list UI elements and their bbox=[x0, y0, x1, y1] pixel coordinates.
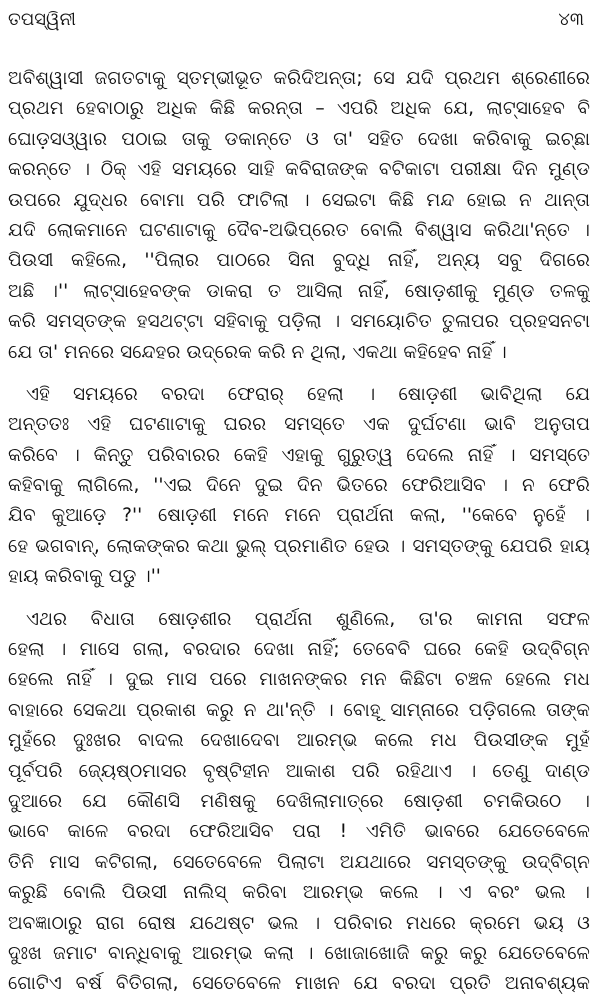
text-line: ଏଥର ବିଧାତା ଷୋଡ଼ଶୀର ପ୍ରାର୍ଥନା ଶୁଣିଲେ, ତା'ର କାମନା ସଫଳ bbox=[26, 608, 590, 630]
text-line: ପୂର୍ବପରି ଜ୍ୟେଷ୍ଠମାସର ବୃଷ୍ଟିହୀନ ଆକାଶ ପରି ରହିଥାଏ । ତେଣୁ ଦାଣ୍ଡ bbox=[8, 760, 590, 782]
paragraph-1 bbox=[8, 64, 590, 368]
paragraph-2 bbox=[8, 380, 590, 593]
text-line: ଗୋଟିଏ ବର୍ଷ ବିତିଗଲା, ସେତେବେଳେ ମାଖନ ଯେ ବରଦା ପ୍ରତି ଅନାବଶ୍ୟକ bbox=[8, 973, 590, 995]
text-line: ହେ ଭଗବାନ୍, ଲୋକଙ୍କର କଥା ଭୁଲ୍ ପ୍ରମାଣିତ ହେଉ । ସମସ୍ତଙ୍କୁ ଯେପରି ହାୟ bbox=[8, 535, 590, 557]
book-title: ତପସ୍ୱିନୀ bbox=[8, 9, 76, 30]
text-line: କହିବାକୁ ଲାଗିଲେ, ''ଏଇ ଦିନେ ଦୁଇ ଦିନ ଭିତରେ ଫେରିଆସିବ । ନ ଫେରି bbox=[8, 475, 590, 497]
running-header bbox=[8, 8, 590, 38]
text-line: ଦୁଆରେ ଯେ କୌଣସି ମଣିଷକୁ ଦେଖିଲାମାତ୍ରେ ଷୋଡ଼ଶୀ ଚମକିଉଠେ । bbox=[8, 790, 590, 812]
paragraph-3 bbox=[8, 605, 590, 1000]
text-line: ବାହାରେ ସେକଥା ପ୍ରକାଶ କରୁ ନ ଥା'ନ୍ତି । ବୋହୂ ସାମ୍ନାରେ ପଡ଼ିଗଲେ ତାଙ୍କ bbox=[8, 699, 590, 721]
text-line: କରି ସମସ୍ତଙ୍କ ହସଥଟ୍ଟା ସହିବାକୁ ପଡ଼ିଲା । ସମୟୋଚିତ ତୁଳାପର ପ୍ରହସନଟା bbox=[8, 311, 590, 333]
text-line: ଯିବ କୁଆଡ଼େ ?'' ଷୋଡ଼ଶୀ ମନେ ମନେ ପ୍ରାର୍ଥନା କଲା, ''କେବେ ନୁହେଁ । bbox=[8, 505, 590, 527]
text-line: ଅବିଶ୍ୱାସୀ ଜଗତଟାକୁ ସ୍ତମ୍ଭୀଭୂତ କରିଦିଅନ୍ତା; ସେ ଯଦି ପ୍ରଥମ ଶ୍ରେଣୀରେ bbox=[8, 68, 590, 89]
text-line: ହାୟ କରିବାକୁ ପଡୁ ।'' bbox=[8, 566, 161, 588]
text-line: ଭାବେ କାଳେ ବରଦା ଫେରିଆସିବ ପରା ! ଏମିତି ଭାବରେ ଯେତେବେଳେ bbox=[8, 821, 590, 843]
text-line: ଅନ୍ତତଃ ଏହି ଘଟଣାଟାକୁ ଘରର ସମସ୍ତେ ଏକ ଦୁର୍ଘଟଣା ଭାବି ଅନୁତାପ bbox=[8, 414, 590, 436]
text-line: ହେଲା । ମାସେ ଗଲା, ବରଦାର ଦେଖା ନାହିଁ; ତେବେବି ଘରେ କେହି ଉଦ୍‌ବିଗ୍ନ bbox=[8, 639, 590, 661]
text-line: ମୁହଁରେ ଦୁଃଖର ବାଦଲ ଦେଖାଦେବା ଆରମ୍ଭ କଲେ ମଧ ପିଉସୀଙ୍କ ମୁହଁ bbox=[8, 730, 590, 752]
text-line: ହେଲେ ନାହିଁ । ଦୁଇ ମାସ ପରେ ମାଖନଙ୍କର ମନ କିଛିଟା ଚଞ୍ଚଳ ହେଲେ ମଧ bbox=[8, 669, 590, 691]
text-line: ପିଉସୀ କହିଲେ, ''ପିଲାର ପାଠରେ ସିନା ବୁଦ୍ଧି ନାହିଁ, ଅନ୍ୟ ସବୁ ଦିଗରେ bbox=[8, 250, 590, 272]
text-line: ଉପରେ ଯୁଦ୍ଧର ବୋମା ପରି ଫାଟିଲା । ସେଇଟା କିଛି ମନ୍ଦ ହୋଇ ନ ଥାନ୍ତା bbox=[8, 189, 590, 211]
text-line: ଯଦି ଲୋକମାନେ ଘଟଣାଟାକୁ ଦୈବ-ଅଭିପ୍ରେତ ବୋଲି ବିଶ୍ୱାସ କରିଥା'ନ୍ତେ । bbox=[8, 219, 590, 241]
text-line: ତିନି ମାସ କଟିଗଲା, ସେତେବେଳେ ପିଲାଟା ଅଯଥାରେ ସମସ୍ତଙ୍କୁ ଉଦ୍‌ବିଗ୍ନ bbox=[8, 851, 590, 873]
text-line: କରୁଛି ବୋଲି ପିଉସୀ ନାଲିସ୍ କରିବା ଆରମ୍ଭ କଲେ । ଏ ବରଂ ଭଲ । bbox=[8, 882, 590, 904]
text-line: ପ୍ରଥମ ହେବାଠାରୁ ଅଧିକ କିଛି କରନ୍ତା – ଏପରି ଅଧିକ ଯେ, ଲାଟ୍‌ସାହେବ ବି bbox=[8, 98, 590, 120]
text-line: ଅବଜ୍ଞାଠାରୁ ରାଗ ରୋଷ ଯଥେଷ୍ଟ ଭଲ । ପରିବାର ମଧରେ କ୍ରମେ ଭୟ ଓ bbox=[8, 912, 590, 934]
text-line: ଯେ ତା' ମନରେ ସନ୍ଦେହର ଉଦ୍ରେକ କରି ନ ଥିଲା, ଏକଥା କହିହେବ ନାହିଁ । bbox=[8, 341, 507, 363]
text-line: ଘୋଡ଼ସଓ୍ୱାର ପଠାଇ ତାକୁ ଡକାନ୍ତେ ଓ ତା' ସହିତ ଦେଖା କରିବାକୁ ଇଚ୍ଛା bbox=[8, 128, 590, 150]
text-line: କରନ୍ତେ । ଠିକ୍ ଏହି ସମୟରେ ସାହି କବିରାଜଙ୍କ ବଟିକାଟା ପରୀକ୍ଷା ଦିନ ମୁଣ୍ଡ bbox=[8, 159, 590, 181]
body-text bbox=[8, 64, 590, 1000]
page-number: ୪୩ bbox=[558, 9, 584, 30]
text-line: କରିବେ । କିନ୍ତୁ ପରିବାରର କେହି ଏହାକୁ ଗୁରୁତ୍ୱ ଦେଲେ ନାହିଁ । ସମସ୍ତେ bbox=[8, 444, 590, 466]
text-line: ଅଛି ।'' ଲାଟ୍‌ସାହେବଙ୍କ ଡାକରା ତ ଆସିଲା ନାହିଁ, ଷୋଡ଼ଶୀକୁ ମୁଣ୍ଡ ତଳକୁ bbox=[8, 280, 590, 302]
text-line: ଦୁଃଖ ଜମାଟ ବାନ୍ଧିବାକୁ ଆରମ୍ଭ କଲା । ଖୋଜାଖୋଜି କରୁ କରୁ ଯେତେବେଳେ bbox=[8, 942, 590, 964]
text-line: ଏହି ସମୟରେ ବରଦା ଫେରାର୍ ହେଲା । ଷୋଡ଼ଶୀ ଭାବିଥିଲା ଯେ bbox=[26, 383, 590, 405]
